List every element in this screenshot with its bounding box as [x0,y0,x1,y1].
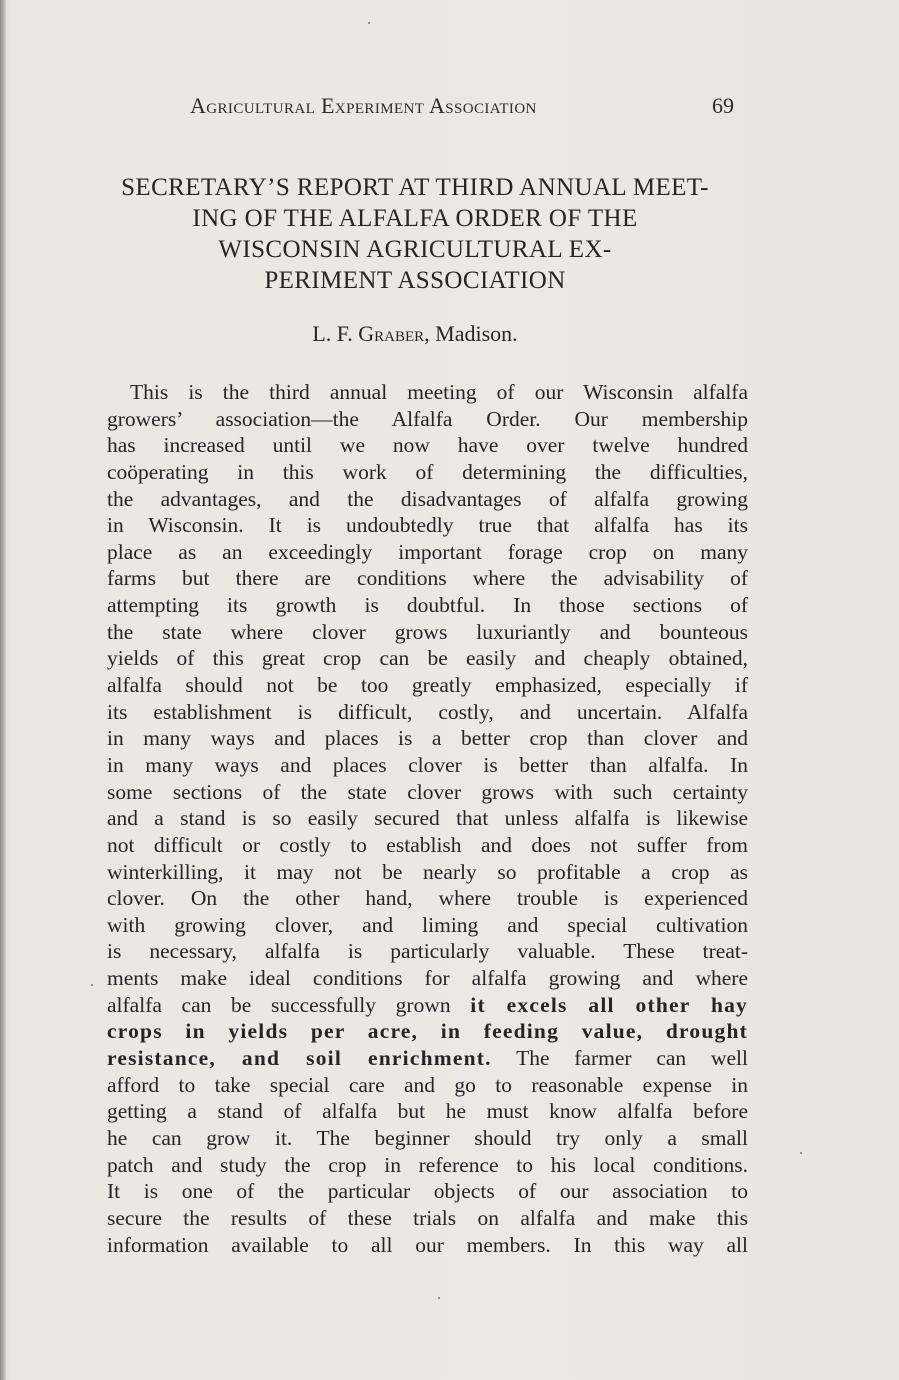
text-line: This is the third annual meeting of our Wisconsin alfalfa [130,380,748,404]
page-binding-edge [0,0,6,1380]
text-line: some sections of the state clover grows with such certainty [107,779,748,804]
text-line: in Wisconsin. It is undoubtedly true that alfalfa has its [107,513,748,538]
article-title [90,172,740,296]
text-line: coöperating in this work of determining the difficulties, [107,459,748,484]
running-title: Agricultural Experiment Association [190,93,537,118]
title-line: ING OF THE ALFALFA ORDER OF THE [192,205,638,232]
body-text [107,379,748,1258]
text-line: patch and study the crop in reference to his local conditions. [107,1152,748,1177]
text-line: farms but there are conditions where the advisability of [107,566,748,591]
text-line: alfalfa should not be too greatly emphasized, especially if [107,673,748,698]
text-line: not difficult or costly to establish and does not suffer from [107,832,748,857]
text-line: place as an exceedingly important forage crop on many [107,539,748,564]
text-line: It is one of the particular objects of our association to [107,1179,748,1204]
text-line-mixed [107,1018,748,1045]
text-line: with growing clover, and liming and special cultivation [107,912,748,937]
text-line: the advantages, and the disadvantages of alfalfa growing [107,486,748,511]
author-initials: L. F. [312,321,353,346]
author-name: Graber [358,321,425,346]
text-line: in many ways and places is a better crop than clover and [107,726,748,751]
author-byline [0,321,830,347]
text-line: clover. On the other hand, where trouble is experienced [107,886,748,911]
title-line: SECRETARY’S REPORT AT THIRD ANNUAL MEET- [121,174,709,201]
plain-text: The farmer can well [491,1046,748,1071]
text-line: information available to all our members. In this way all [107,1232,748,1257]
text-line: growers’ association—the Alfalfa Order. Our membership [107,406,748,431]
text-line: and a stand is so easily secured that unless alfalfa is likewise [107,806,748,831]
text-line-mixed [107,1045,748,1072]
title-line: WISCONSIN AGRICULTURAL EX- [218,236,612,263]
paper-speck [800,1152,802,1154]
text-line: in many ways and places clover is better than alfalfa. In [107,752,748,777]
running-head [0,93,899,123]
plain-text: alfalfa can be successfully grown [107,992,471,1017]
text-line: is necessary, alfalfa is particularly valuable. These treat- [107,939,748,964]
text-line: winterkilling, it may not be nearly so profitable a crop as [107,859,748,884]
text-line: attempting its growth is doubtful. In those sections of [107,593,748,618]
text-line: getting a stand of alfalfa but he must know alfalfa before [107,1099,748,1124]
bold-emphasis: resistance, and soil enrichment. [107,1046,492,1071]
text-line: afford to take special care and go to reasonable expense in [107,1072,748,1097]
title-line: PERIMENT ASSOCIATION [264,267,566,294]
text-line: has increased until we now have over twelve hundred [107,433,748,458]
bold-emphasis: it excels all other hay [470,992,749,1017]
author-place: , Madison. [424,321,518,346]
text-line-mixed [107,992,748,1019]
text-line: secure the results of these trials on alfalfa and make this [107,1205,748,1230]
paper-speck [368,22,370,24]
text-line: the state where clover grows luxuriantly and bounteous [107,619,748,644]
text-line: yields of this great crop can be easily and cheaply obtained, [107,646,748,671]
bold-emphasis: crops in yields per acre, in feeding value, drought [107,1019,748,1044]
text-line: he can grow it. The beginner should try only a small [107,1125,748,1150]
paper-speck [91,984,93,986]
paper-speck [438,1297,440,1299]
text-line: ments make ideal conditions for alfalfa growing and where [107,966,748,991]
text-line: its establishment is difficult, costly, and uncertain. Alfalfa [107,699,748,724]
page-number: 69 [712,93,734,118]
